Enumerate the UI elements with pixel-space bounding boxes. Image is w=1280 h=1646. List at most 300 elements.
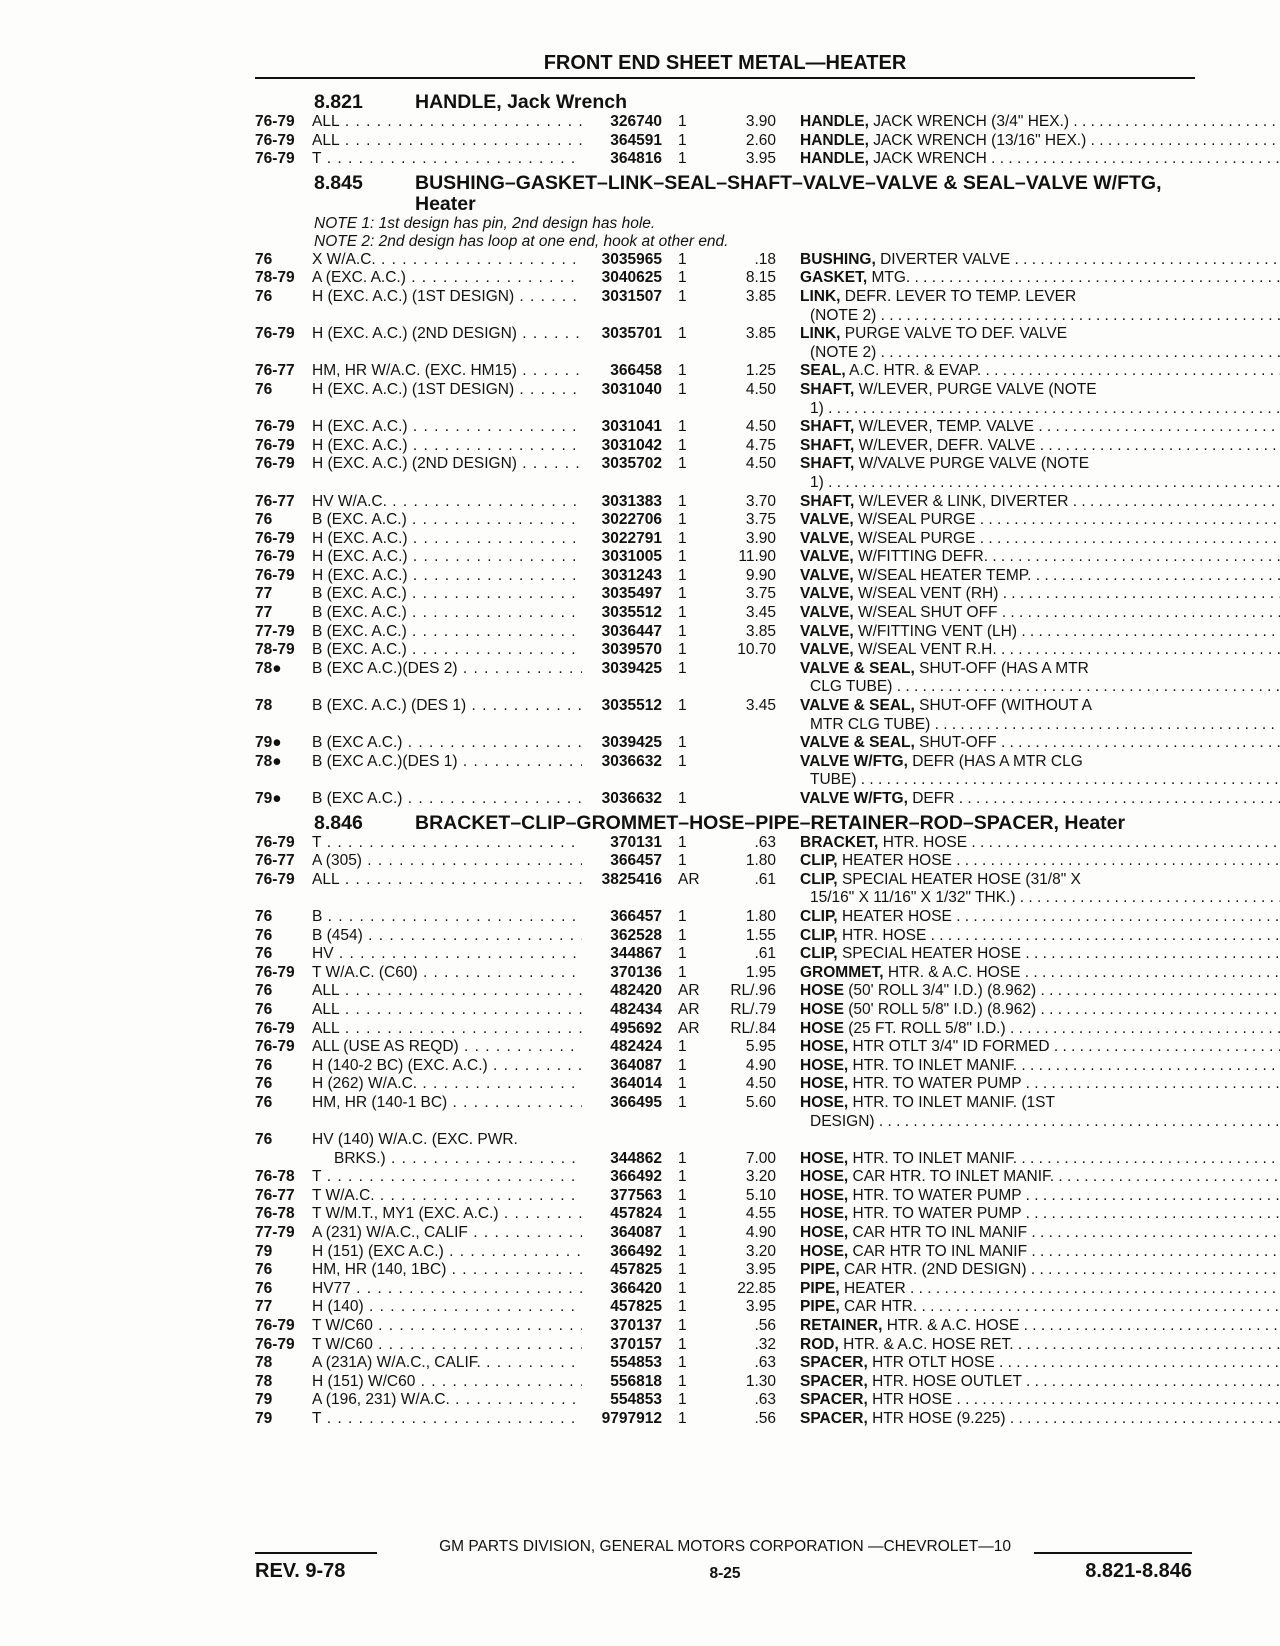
part-number: 3031507 bbox=[601, 287, 662, 305]
application-text: ALL . . . bbox=[312, 982, 582, 1001]
part-name: HOSE, bbox=[800, 1149, 849, 1167]
footer-revision: REV. 9-78 bbox=[255, 1560, 346, 1582]
price: 2.60 bbox=[745, 131, 776, 149]
model-years: 76-79 bbox=[255, 1317, 295, 1335]
application bbox=[312, 834, 582, 853]
part-number: 364591 bbox=[610, 131, 662, 149]
description-text: HEATER bbox=[843, 1279, 906, 1297]
part-name: VALVE, bbox=[800, 585, 854, 603]
application-text: HM, HR W/A.C. (EXC. HM15) . . . bbox=[312, 362, 582, 381]
part-row bbox=[255, 493, 1200, 512]
quantity: 1 bbox=[678, 734, 687, 752]
price: 7.00 bbox=[745, 1149, 776, 1167]
description-text: HTR. TO INLET MANIF. (1ST bbox=[852, 1093, 1055, 1111]
part-row bbox=[255, 1298, 1200, 1317]
description-line bbox=[800, 1354, 1280, 1373]
quantity: 1 bbox=[678, 833, 687, 851]
part-name: SPACER, bbox=[800, 1391, 868, 1409]
part-description bbox=[776, 1391, 1280, 1410]
model-years: 76 bbox=[255, 1279, 273, 1297]
description-line bbox=[800, 530, 1280, 549]
quantity: 1 bbox=[678, 436, 687, 454]
application-text: B (EXC A.C.)(DES 1) . . . bbox=[312, 753, 582, 772]
part-name: SPACER, bbox=[800, 1410, 868, 1427]
part-row bbox=[255, 530, 1200, 549]
part-row bbox=[255, 437, 1200, 456]
description-text: SHUT-OFF (WITHOUT A bbox=[919, 697, 1092, 715]
part-row bbox=[255, 511, 1200, 530]
description-line bbox=[800, 1336, 1280, 1355]
model-years: 78● bbox=[255, 752, 282, 770]
part-description bbox=[776, 660, 1280, 697]
quantity: 1 bbox=[678, 790, 687, 807]
part-description bbox=[776, 1224, 1280, 1243]
part-name: HOSE, bbox=[800, 1168, 849, 1186]
description-text: SPECIAL HEATER HOSE bbox=[841, 945, 1022, 963]
description-line bbox=[800, 889, 1280, 908]
part-number: 3031042 bbox=[601, 436, 662, 454]
quantity: 1 bbox=[678, 622, 687, 640]
application bbox=[312, 1205, 582, 1224]
price: 4.90 bbox=[745, 1056, 776, 1074]
section-title: BUSHING–GASKET–LINK–SEAL–SHAFT–VALVE–VALVE & SEAL–VALVE W/FTG, Heater bbox=[415, 171, 1162, 215]
model-years: 76-77 bbox=[255, 852, 295, 870]
price: 3.75 bbox=[745, 585, 776, 603]
part-row bbox=[255, 1373, 1200, 1392]
part-row bbox=[255, 1336, 1200, 1355]
part-description bbox=[776, 1020, 1280, 1039]
price: 5.60 bbox=[745, 1093, 776, 1111]
application-text: ALL . . . bbox=[312, 871, 582, 890]
part-name: BUSHING, bbox=[800, 250, 876, 268]
part-name: VALVE W/FTG, bbox=[800, 790, 908, 807]
part-description bbox=[776, 945, 1280, 964]
application-text: H (EXC. A.C.) . . . bbox=[312, 418, 582, 437]
part-row bbox=[255, 269, 1200, 288]
part-row bbox=[255, 1410, 1200, 1429]
part-number: 3039425 bbox=[601, 659, 662, 677]
description-text: HTR. TO INLET MANIF. bbox=[852, 1056, 1018, 1074]
section-number: 8.846 bbox=[314, 811, 363, 834]
application bbox=[312, 362, 582, 381]
description-line bbox=[800, 908, 1280, 927]
model-years: 78 bbox=[255, 697, 273, 715]
part-row bbox=[255, 964, 1200, 983]
quantity: 1 bbox=[678, 113, 687, 130]
description-text: W/LEVER, TEMP. VALVE bbox=[858, 418, 1035, 436]
price: 4.75 bbox=[745, 436, 776, 454]
quantity: 1 bbox=[678, 362, 687, 380]
part-description bbox=[776, 567, 1280, 586]
application-text: H (140-2 BC) (EXC. A.C.) . . . bbox=[312, 1057, 582, 1076]
price: 4.90 bbox=[745, 1224, 776, 1242]
description-text: DEFR (HAS A MTR CLG bbox=[912, 752, 1083, 770]
part-name: HOSE, bbox=[800, 1224, 849, 1242]
part-description bbox=[776, 641, 1280, 660]
price: 4.55 bbox=[745, 1205, 776, 1223]
quantity: 1 bbox=[678, 150, 687, 168]
quantity: 1 bbox=[678, 926, 687, 944]
quantity: 1 bbox=[678, 455, 687, 473]
quantity: 1 bbox=[678, 752, 687, 770]
part-number: 482434 bbox=[610, 1000, 662, 1018]
description-text: SHUT-OFF (HAS A MTR bbox=[919, 659, 1089, 677]
application bbox=[312, 493, 582, 512]
part-name: VALVE & SEAL, bbox=[800, 659, 915, 677]
application bbox=[312, 511, 582, 530]
quantity: 1 bbox=[678, 492, 687, 510]
model-years: 76 bbox=[255, 926, 273, 944]
price: 4.50 bbox=[745, 418, 776, 436]
part-number: 364014 bbox=[610, 1075, 662, 1093]
application-text: ALL . . . bbox=[312, 1001, 582, 1020]
application bbox=[312, 113, 582, 132]
model-years: 79● bbox=[255, 734, 282, 752]
application bbox=[312, 1298, 582, 1317]
model-years: 76 bbox=[255, 1261, 273, 1279]
description-text: DIVERTER VALVE bbox=[880, 250, 1011, 268]
part-number: 3039570 bbox=[601, 641, 662, 659]
part-number: 362528 bbox=[610, 926, 662, 944]
part-number: 364087 bbox=[610, 1224, 662, 1242]
application-text: T . . . bbox=[312, 1410, 582, 1429]
description-text: HEATER HOSE bbox=[841, 907, 952, 925]
part-number: 554853 bbox=[610, 1391, 662, 1409]
part-name: HOSE, bbox=[800, 1093, 849, 1111]
quantity: 1 bbox=[678, 548, 687, 566]
description-text: HTR. & A.C. HOSE RET. bbox=[843, 1335, 1014, 1353]
part-name: HANDLE, bbox=[800, 150, 869, 168]
part-row bbox=[255, 660, 1200, 697]
model-years: 78-79 bbox=[255, 269, 295, 287]
application-text: T W/C60 . . . bbox=[312, 1336, 582, 1355]
description-line bbox=[800, 288, 1280, 307]
part-row bbox=[255, 1205, 1200, 1224]
application bbox=[312, 567, 582, 586]
description-text: W/FITTING VENT (LH) bbox=[858, 622, 1018, 640]
part-row bbox=[255, 325, 1200, 362]
description-line bbox=[800, 927, 1280, 946]
application bbox=[312, 1243, 582, 1262]
description-text: (50' ROLL 5/8" I.D.) (8.962) bbox=[848, 1000, 1037, 1018]
part-name: VALVE, bbox=[800, 566, 854, 584]
price: 3.45 bbox=[745, 604, 776, 622]
application bbox=[312, 927, 582, 946]
model-years: 79 bbox=[255, 1242, 273, 1260]
part-number: 457824 bbox=[610, 1205, 662, 1223]
description-line bbox=[800, 660, 1280, 679]
application-text: ALL (USE AS REQD) . . . bbox=[312, 1038, 582, 1057]
part-row bbox=[255, 623, 1200, 642]
price: 3.95 bbox=[745, 150, 776, 168]
description-line bbox=[800, 325, 1280, 344]
application bbox=[312, 1038, 582, 1057]
part-row bbox=[255, 1131, 1200, 1168]
description-text: HTR HOSE bbox=[872, 1391, 953, 1409]
section-title: HANDLE, Jack Wrench bbox=[415, 91, 628, 113]
application-text: T W/A.C. (C60) . . . bbox=[312, 964, 582, 983]
description-text: HTR. & A.C. HOSE bbox=[887, 963, 1021, 981]
part-name: SHAFT, bbox=[800, 492, 855, 510]
part-name: VALVE, bbox=[800, 529, 854, 547]
model-years: 76 bbox=[255, 1000, 273, 1018]
application bbox=[312, 1001, 582, 1020]
price: .61 bbox=[754, 945, 776, 963]
quantity: 1 bbox=[678, 1186, 687, 1204]
part-description bbox=[776, 753, 1280, 790]
part-row bbox=[255, 1038, 1200, 1057]
quantity: 1 bbox=[678, 1149, 687, 1167]
model-years: 78-79 bbox=[255, 641, 295, 659]
part-row bbox=[255, 418, 1200, 437]
part-row bbox=[255, 871, 1200, 908]
model-years: 76 bbox=[255, 1131, 273, 1149]
part-description bbox=[776, 697, 1280, 734]
quantity: 1 bbox=[678, 1391, 687, 1409]
description-line bbox=[800, 678, 1280, 697]
description-text: HTR. TO WATER PUMP bbox=[852, 1186, 1022, 1204]
price: 1.80 bbox=[745, 907, 776, 925]
part-row bbox=[255, 982, 1200, 1001]
part-number: 370137 bbox=[610, 1317, 662, 1335]
part-description bbox=[776, 150, 1280, 169]
part-number: 377563 bbox=[610, 1186, 662, 1204]
description-text: HTR. TO WATER PUMP bbox=[852, 1205, 1022, 1223]
model-years: 78 bbox=[255, 1354, 273, 1372]
part-number: 366458 bbox=[610, 362, 662, 380]
footer-section-range: 8.821-8.846 bbox=[1085, 1560, 1192, 1582]
part-number: 344862 bbox=[610, 1149, 662, 1167]
part-name: SHAFT, bbox=[800, 418, 855, 436]
application-text: H (EXC. A.C.) (1ST DESIGN) . . . bbox=[312, 381, 582, 400]
part-row bbox=[255, 1001, 1200, 1020]
description-line bbox=[800, 1391, 1280, 1410]
description-text: HTR. HOSE bbox=[841, 926, 927, 944]
application-text: HV (140) W/A.C. (EXC. PWR. bbox=[312, 1131, 518, 1149]
part-name: HOSE bbox=[800, 1000, 844, 1018]
application-text: B . . . bbox=[312, 908, 582, 927]
application-text: B (EXC. A.C.) . . . bbox=[312, 641, 582, 660]
description-text: MTG. bbox=[871, 269, 911, 287]
application-text: T W/A.C. . . . bbox=[312, 1187, 582, 1206]
part-number: 3031041 bbox=[601, 418, 662, 436]
price: 5.95 bbox=[745, 1038, 776, 1056]
model-years: 76-79 bbox=[255, 548, 295, 566]
application-text: B (EXC A.C.) . . . bbox=[312, 790, 582, 809]
application bbox=[312, 1336, 582, 1355]
description-text: HTR OTLT 3/4" ID FORMED bbox=[852, 1038, 1050, 1056]
description-line bbox=[800, 269, 1280, 288]
description-line bbox=[800, 132, 1280, 151]
application-text: H (EXC. A.C.) . . . bbox=[312, 567, 582, 586]
description-line bbox=[800, 716, 1280, 735]
part-description bbox=[776, 1075, 1280, 1094]
price: 1.80 bbox=[745, 852, 776, 870]
part-description bbox=[776, 325, 1280, 362]
description-line bbox=[800, 1113, 1280, 1132]
part-number: 3035701 bbox=[601, 325, 662, 343]
application bbox=[312, 1187, 582, 1206]
part-row bbox=[255, 251, 1200, 270]
model-years: 77-79 bbox=[255, 622, 295, 640]
part-description bbox=[776, 511, 1280, 530]
model-years: 76-79 bbox=[255, 455, 295, 473]
application-text: B (EXC A.C.)(DES 2) . . . bbox=[312, 660, 582, 679]
description-text: 1) bbox=[810, 473, 824, 491]
part-number: 3022706 bbox=[601, 511, 662, 529]
application-text: B (EXC. A.C.) . . . bbox=[312, 623, 582, 642]
price: 3.85 bbox=[745, 325, 776, 343]
part-description bbox=[776, 604, 1280, 623]
model-years: 77 bbox=[255, 604, 273, 622]
quantity: 1 bbox=[678, 659, 687, 677]
application bbox=[312, 1261, 582, 1280]
part-name: HOSE, bbox=[800, 1242, 849, 1260]
description-text: W/SEAL VENT (RH) bbox=[858, 585, 999, 603]
part-description bbox=[776, 1057, 1280, 1076]
application bbox=[312, 1373, 582, 1392]
price: 3.70 bbox=[745, 492, 776, 510]
description-text: CAR HTR TO INL MANIF bbox=[852, 1224, 1028, 1242]
application bbox=[312, 945, 582, 964]
description-text: W/LEVER & LINK, DIVERTER bbox=[858, 492, 1069, 510]
part-number: 366495 bbox=[610, 1093, 662, 1111]
model-years: 76-79 bbox=[255, 529, 295, 547]
part-description bbox=[776, 871, 1280, 908]
quantity: 1 bbox=[678, 1038, 687, 1056]
description-line bbox=[800, 455, 1280, 474]
model-years: 76 bbox=[255, 1056, 273, 1074]
part-description bbox=[776, 1336, 1280, 1355]
description-text: W/SEAL PURGE bbox=[858, 511, 976, 529]
application bbox=[312, 325, 582, 344]
part-name: CLIP, bbox=[800, 870, 838, 888]
part-number: 482420 bbox=[610, 982, 662, 1000]
model-years: 76 bbox=[255, 287, 273, 305]
description-text: JACK WRENCH (3/4" HEX.) bbox=[873, 113, 1070, 130]
part-description bbox=[776, 1317, 1280, 1336]
application bbox=[312, 1075, 582, 1094]
part-row bbox=[255, 1317, 1200, 1336]
description-text: W/SEAL SHUT OFF bbox=[858, 604, 998, 622]
price: 1.55 bbox=[745, 926, 776, 944]
description-text: HTR HOSE (9.225) bbox=[872, 1410, 1006, 1427]
application-text: A (231) W/A.C., CALIF . . . bbox=[312, 1224, 582, 1243]
application-text: ALL . . . bbox=[312, 1020, 582, 1039]
description-text: CAR HTR. bbox=[843, 1298, 918, 1316]
description-text: TUBE) bbox=[810, 771, 857, 789]
part-description bbox=[776, 623, 1280, 642]
part-row bbox=[255, 641, 1200, 660]
part-description bbox=[776, 362, 1280, 381]
application bbox=[312, 1354, 582, 1373]
part-description bbox=[776, 1168, 1280, 1187]
description-text: MTR CLG TUBE) bbox=[810, 715, 931, 733]
description-line bbox=[800, 623, 1280, 642]
part-number: 554853 bbox=[610, 1354, 662, 1372]
application bbox=[312, 548, 582, 567]
description-line bbox=[800, 1205, 1280, 1224]
part-description bbox=[776, 1280, 1280, 1299]
application-text: B (EXC A.C.) . . . bbox=[312, 734, 582, 753]
part-description bbox=[776, 251, 1280, 270]
model-years: 76-79 bbox=[255, 436, 295, 454]
quantity: 1 bbox=[678, 1279, 687, 1297]
description-line bbox=[800, 1280, 1280, 1299]
application bbox=[312, 1391, 582, 1410]
price: RL/.84 bbox=[730, 1019, 776, 1037]
part-name: VALVE, bbox=[800, 641, 854, 659]
application-text: H (140) . . . bbox=[312, 1298, 582, 1317]
part-number: 366457 bbox=[610, 852, 662, 870]
model-years: 76 bbox=[255, 945, 273, 963]
price: 8.15 bbox=[745, 269, 776, 287]
part-row bbox=[255, 908, 1200, 927]
quantity: AR bbox=[678, 1019, 700, 1037]
model-years: 76 bbox=[255, 250, 273, 268]
description-text: W/SEAL HEATER TEMP. bbox=[858, 566, 1032, 584]
model-years: 76-79 bbox=[255, 833, 295, 851]
model-years: 76-77 bbox=[255, 362, 295, 380]
model-years: 76 bbox=[255, 982, 273, 1000]
model-years: 76-79 bbox=[255, 113, 295, 130]
price: 4.50 bbox=[745, 1075, 776, 1093]
part-number: 3031040 bbox=[601, 380, 662, 398]
price: 3.20 bbox=[745, 1168, 776, 1186]
part-number: 3035512 bbox=[601, 697, 662, 715]
section-8-845 bbox=[255, 173, 1200, 809]
part-row bbox=[255, 455, 1200, 492]
model-years: 76-77 bbox=[255, 492, 295, 510]
quantity: 1 bbox=[678, 1242, 687, 1260]
part-name: SEAL, bbox=[800, 362, 846, 380]
application-text: B (EXC. A.C.) . . . bbox=[312, 585, 582, 604]
part-name: CLIP, bbox=[800, 945, 838, 963]
model-years: 76-79 bbox=[255, 1019, 295, 1037]
application bbox=[312, 1317, 582, 1336]
price: 3.85 bbox=[745, 622, 776, 640]
application-text: A (305) . . . bbox=[312, 852, 582, 871]
part-name: PIPE, bbox=[800, 1261, 840, 1279]
part-description bbox=[776, 381, 1280, 418]
part-name: VALVE, bbox=[800, 548, 854, 566]
description-text: DEFR. LEVER TO TEMP. LEVER bbox=[844, 287, 1077, 305]
part-name: LINK, bbox=[800, 325, 841, 343]
application bbox=[312, 852, 582, 871]
price: 3.90 bbox=[745, 529, 776, 547]
application bbox=[312, 753, 582, 772]
description-line bbox=[800, 418, 1280, 437]
part-name: VALVE, bbox=[800, 604, 854, 622]
quantity: 1 bbox=[678, 945, 687, 963]
section-heading bbox=[255, 173, 1200, 215]
description-line bbox=[800, 734, 1280, 753]
description-text: (25 FT. ROLL 5/8" I.D.) bbox=[848, 1019, 1006, 1037]
price: 1.25 bbox=[745, 362, 776, 380]
part-row bbox=[255, 927, 1200, 946]
description-text: W/LEVER, PURGE VALVE (NOTE bbox=[858, 380, 1097, 398]
quantity: 1 bbox=[678, 1075, 687, 1093]
footer-page-number: 8-25 bbox=[709, 1565, 741, 1582]
model-years: 76-79 bbox=[255, 325, 295, 343]
price: 10.70 bbox=[737, 641, 776, 659]
application-text: H (151) (EXC A.C.) . . . bbox=[312, 1243, 582, 1262]
price: .63 bbox=[754, 1354, 776, 1372]
part-row bbox=[255, 567, 1200, 586]
application-text: HM, HR (140, 1BC) . . . bbox=[312, 1261, 582, 1280]
price: .56 bbox=[754, 1410, 776, 1427]
price: 9.90 bbox=[745, 566, 776, 584]
